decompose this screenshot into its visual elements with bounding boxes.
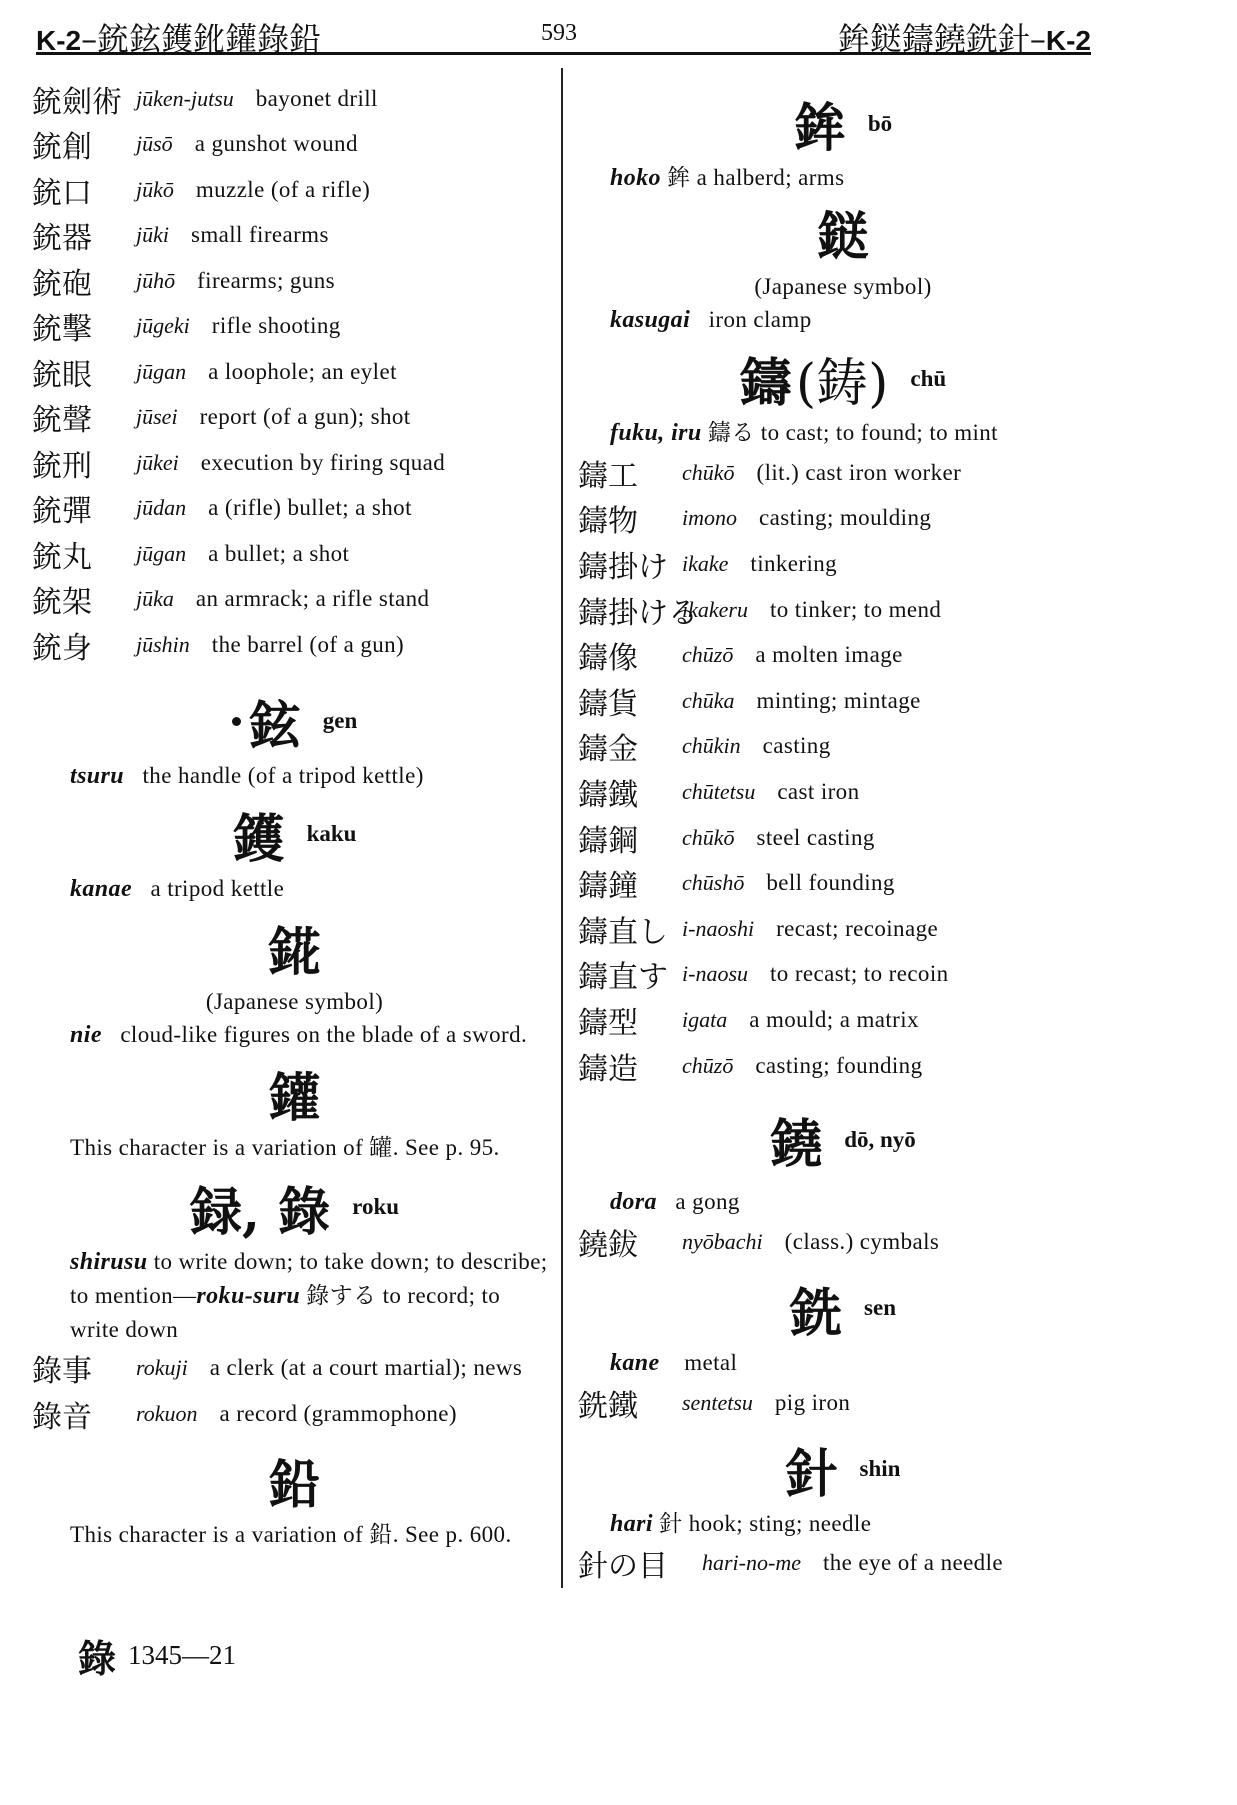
entry-english: the eye of a needle — [822, 1550, 1003, 1576]
entry-row — [578, 678, 1108, 724]
page-footer — [78, 1628, 236, 1683]
entry-kanji: 銃刑 — [32, 448, 92, 484]
entry-english: tinkering — [750, 550, 838, 576]
definition-kaku — [70, 872, 557, 906]
entry-row — [578, 906, 1108, 952]
definition-gen — [70, 759, 557, 793]
entry-reading: ikakeru — [682, 596, 748, 622]
definition-bo — [610, 161, 1108, 195]
entry-reading: ikake — [682, 550, 729, 576]
entry-row — [578, 587, 1108, 633]
entry-english: an armrack; a rifle stand — [195, 586, 430, 612]
header-left-chars: 銃鉉鑊鈋鑵錄鉛 — [97, 20, 322, 58]
entry-row — [32, 258, 557, 304]
entry-reading: chūka — [682, 687, 735, 713]
entry-reading: nyōbachi — [682, 1229, 763, 1255]
japanese-text: 針 — [659, 1510, 683, 1537]
entry-reading: jūkō — [136, 176, 174, 202]
entry-reading: jūki — [136, 222, 169, 248]
entry-reading: jūka — [136, 586, 174, 612]
entry-row — [32, 395, 557, 441]
entry-row — [32, 531, 557, 577]
entry-english: a clerk (at a court martial); news — [209, 1355, 523, 1381]
entry-row — [32, 440, 557, 486]
entry-row — [32, 622, 557, 668]
entry-english: small firearms — [191, 222, 329, 248]
entry-kanji: 針の目 — [578, 1549, 668, 1585]
entry-reading: i-naoshi — [682, 915, 755, 941]
definition-chu — [610, 416, 1100, 450]
entry-reading: rokuji — [136, 1355, 188, 1381]
entry-row — [578, 1219, 1108, 1265]
heading-reading: kaku — [306, 821, 357, 846]
entry-row — [578, 632, 1108, 678]
kun-reading: hari — [610, 1510, 653, 1537]
kun-reading: shirusu — [70, 1248, 148, 1275]
entry-list-ju — [32, 76, 557, 668]
entry-kanji: 鑄掛ける — [578, 595, 698, 631]
heading-reading: bō — [867, 110, 893, 136]
entry-english: a molten image — [755, 642, 903, 668]
entry-english: report (of a gun); shot — [199, 404, 411, 430]
heading-char: 鑵 — [268, 1067, 321, 1129]
page-header — [36, 14, 1091, 58]
definition-do — [610, 1185, 1108, 1219]
entry-row — [32, 213, 557, 259]
entry-kanji: 鑄像 — [578, 641, 638, 677]
entry-reading: jūdan — [136, 495, 187, 521]
entry-english: a mould; a matrix — [749, 1006, 919, 1032]
entry-row — [578, 541, 1108, 587]
heading-en — [32, 1443, 557, 1518]
entry-reading: chūkō — [682, 459, 735, 485]
entry-reading: hari-no-me — [702, 1550, 801, 1576]
right-column — [578, 86, 1108, 1586]
heading-char: 鎹 — [816, 207, 869, 268]
entry-row — [578, 724, 1108, 770]
heading-reading: roku — [352, 1194, 400, 1219]
entry-row — [578, 815, 1108, 861]
definition-text: to cast; to found; to mint — [760, 420, 998, 445]
entry-kanji: 銃丸 — [32, 539, 92, 575]
entry-kanji: 鑄直し — [578, 914, 668, 950]
definition-text: the handle (of a tripod kettle) — [142, 762, 424, 788]
entry-kanji: 鐃鈸 — [578, 1228, 638, 1264]
entry-english: a (rifle) bullet; a shot — [208, 495, 412, 521]
entry-kanji: 銃擊 — [32, 312, 92, 348]
definition-text: hook; sting; needle — [688, 1510, 872, 1536]
entry-english: a loophole; an eylet — [208, 358, 397, 384]
entry-reading: chūkin — [682, 733, 741, 759]
heading-reading: chū — [910, 365, 947, 391]
entry-kanji: 鑄直す — [578, 960, 668, 996]
entry-english: to tinker; to mend — [769, 596, 942, 622]
entry-row — [578, 1541, 1108, 1587]
entry-english: muzzle (of a rifle) — [195, 176, 371, 202]
definition-roku — [70, 1245, 549, 1346]
footer-code: 1345—21 — [128, 1640, 237, 1670]
entry-row — [32, 486, 557, 532]
entry-english: a bullet; a shot — [208, 540, 350, 566]
definition-nie — [70, 1018, 557, 1052]
entry-english: minting; mintage — [756, 687, 921, 713]
entry-row — [32, 167, 557, 213]
heading-reading: sen — [864, 1295, 896, 1321]
entry-english: the barrel (of a gun) — [211, 631, 405, 657]
entry-kanji: 銃器 — [32, 221, 92, 257]
definition-sen — [610, 1346, 1108, 1380]
entry-kanji: 銃眼 — [32, 357, 92, 393]
entry-english: firearms; guns — [197, 267, 335, 293]
entry-reading: jūsō — [136, 131, 173, 157]
entry-row — [32, 349, 557, 395]
heading-reading: gen — [322, 708, 358, 733]
entry-kanji: 錄音 — [32, 1399, 92, 1435]
entry-reading: jūgan — [136, 540, 187, 566]
entry-english: cast iron — [777, 778, 860, 804]
kun-reading: fuku, iru — [610, 420, 702, 446]
entry-reading: jūgan — [136, 358, 187, 384]
entry-row — [578, 952, 1108, 998]
entry-kanji: 銑鐵 — [578, 1388, 638, 1424]
entry-english: (lit.) cast iron worker — [756, 459, 962, 485]
entry-row — [578, 496, 1108, 542]
heading-char: 鉛 — [268, 1454, 321, 1516]
entry-row — [578, 860, 1108, 906]
note-japanese-symbol: (Japanese symbol) — [205, 988, 384, 1014]
entry-english: a gunshot wound — [194, 131, 358, 157]
note-japanese-symbol: (Japanese symbol) — [754, 274, 932, 299]
heading-char: 鉉 — [248, 695, 301, 757]
heading-roku — [32, 1170, 557, 1245]
entry-kanji: 鑄掛け — [578, 549, 668, 585]
entry-reading: chūtetsu — [682, 778, 756, 804]
entry-reading: jūkei — [136, 449, 179, 475]
entry-kanji: 銃砲 — [32, 266, 92, 302]
entry-row — [32, 122, 557, 168]
heading-char: 鉾 — [793, 98, 846, 159]
entry-reading: jūken-jutsu — [136, 85, 234, 111]
kun-reading: nie — [70, 1021, 102, 1048]
kun-reading: tsuru — [70, 762, 125, 789]
header-right: 鉾鎹鑄鐃銑針–K-2 — [837, 20, 1091, 58]
header-right-code: K-2 — [1045, 25, 1091, 56]
definition-text: metal — [684, 1349, 738, 1375]
definition-text: iron clamp — [708, 307, 812, 332]
header-left: K-2–銃鉉鑊鈋鑵錄鉛 — [36, 20, 322, 58]
entry-reading: jūsei — [136, 404, 178, 430]
entry-kanji: 銃身 — [32, 630, 92, 666]
entry-row — [578, 1380, 1108, 1426]
definition-text: cloud-like figures on the blade of a sword. — [120, 1021, 528, 1047]
heading-char: 録, 錄 — [189, 1181, 331, 1243]
left-column — [32, 76, 557, 1551]
entry-row — [578, 450, 1108, 496]
entry-kanji: 鑄貨 — [578, 686, 638, 722]
entry-kanji: 鑄金 — [578, 732, 638, 768]
entry-reading: i-naosu — [682, 961, 748, 987]
kun-reading: kasugai — [610, 307, 691, 333]
heading-shin — [578, 1432, 1108, 1507]
kun-reading: kanae — [70, 875, 132, 902]
entry-row — [578, 769, 1108, 815]
heading-char: 錵 — [268, 921, 321, 983]
heading-kaku — [32, 797, 557, 872]
entry-kanji: 鑄物 — [578, 504, 638, 540]
entry-kanji: 鑄工 — [578, 458, 638, 494]
entry-english: casting — [762, 733, 831, 759]
heading-reading: shin — [859, 1456, 901, 1481]
heading-kan — [32, 1056, 557, 1131]
entry-english: to recast; to recoin — [770, 961, 949, 987]
entry-reading: jūgeki — [136, 313, 190, 339]
entry-kanji: 錄事 — [32, 1354, 92, 1390]
entry-kanji: 銃架 — [32, 585, 92, 621]
entry-kanji: 銃劍術 — [32, 84, 122, 120]
entry-kanji: 鑄造 — [578, 1051, 638, 1087]
definition-kasugai — [610, 303, 1108, 337]
entry-row — [32, 577, 557, 623]
entry-kanji: 銃創 — [32, 130, 92, 166]
kun-reading: hoko — [610, 165, 661, 191]
heading-char: 鐃 — [770, 1114, 823, 1176]
entry-english: a record (grammophone) — [219, 1400, 457, 1426]
entry-reading: jūhō — [136, 267, 176, 293]
heading-char: 針 — [785, 1443, 838, 1505]
entry-row — [32, 1391, 557, 1437]
entry-list-roku — [32, 1346, 557, 1437]
entry-kanji: 銃聲 — [32, 403, 92, 439]
header-left-code: K-2 — [36, 25, 82, 56]
entry-english: casting; founding — [755, 1052, 923, 1078]
entry-row — [578, 1043, 1108, 1089]
entry-reading: rokuon — [136, 1400, 198, 1426]
page-number: 593 — [541, 20, 577, 46]
entry-row — [32, 76, 557, 122]
heading-sen — [578, 1271, 1108, 1346]
definition-text: a halberd; arms — [696, 165, 845, 190]
entry-english: (class.) cymbals — [784, 1229, 940, 1255]
heading-reading: dō, nyō — [844, 1126, 916, 1152]
entry-row — [32, 1346, 557, 1392]
entry-english: pig iron — [774, 1389, 851, 1415]
entry-reading: chūzō — [682, 1052, 734, 1078]
japanese-text: 錄する — [306, 1282, 377, 1309]
heading-char: 鑄 — [739, 353, 792, 414]
heading-chu — [578, 341, 1108, 416]
entry-kanji: 鑄鐘 — [578, 869, 638, 905]
entry-kanji: 銃口 — [32, 175, 92, 211]
definition-text: a tripod kettle — [150, 875, 285, 901]
entry-reading: jūshin — [136, 631, 190, 657]
japanese-text: 鉾 — [667, 165, 691, 191]
entry-english: steel casting — [756, 824, 875, 850]
entry-reading: chūshō — [682, 870, 745, 896]
heading-kasugai — [578, 195, 1108, 270]
entry-reading: igata — [682, 1006, 728, 1032]
column-divider — [561, 68, 563, 1588]
heading-char: 銑 — [790, 1282, 843, 1344]
heading-alt-char: (鋳) — [795, 354, 889, 414]
heading-bo — [578, 86, 1108, 161]
entry-english: recast; recoinage — [776, 915, 939, 941]
japanese-text: 鑄る — [707, 420, 755, 446]
definition-text-2: to record; to write down — [70, 1282, 501, 1342]
entry-reading: sentetsu — [682, 1389, 753, 1415]
heading-char: 鑊 — [232, 808, 285, 870]
header-right-chars: 鉾鎹鑄鐃銑針 — [837, 20, 1030, 58]
entry-english: rifle shooting — [211, 313, 341, 339]
bullet-icon — [232, 717, 241, 726]
kun-reading: kane — [610, 1349, 660, 1376]
entry-row — [578, 997, 1108, 1043]
definition-text: to write down; to take down; to describe; to mention— — [70, 1248, 548, 1308]
entry-english: casting; moulding — [759, 505, 932, 531]
entry-english: bayonet drill — [255, 85, 378, 111]
kun-reading: dora — [610, 1189, 657, 1216]
entry-english: bell founding — [766, 870, 895, 896]
definition-text: a gong — [675, 1189, 740, 1215]
entry-kanji: 鑄鋼 — [578, 823, 638, 859]
entry-english: execution by firing squad — [200, 449, 446, 475]
kun-reading-2: roku-suru — [196, 1282, 301, 1309]
heading-nie — [32, 910, 557, 985]
variation-note-en: This character is a variation of 鉛. See p. 600. — [70, 1521, 512, 1547]
entry-kanji: 鑄型 — [578, 1005, 638, 1041]
variation-note-kan: This character is a variation of 罐. See p. 95. — [70, 1134, 500, 1160]
definition-shin — [610, 1507, 1108, 1541]
heading-gen — [32, 684, 557, 759]
entry-row — [32, 304, 557, 350]
entry-kanji: 鑄鐵 — [578, 777, 638, 813]
heading-do — [578, 1102, 1108, 1177]
entry-kanji: 銃彈 — [32, 494, 92, 530]
entry-reading: imono — [682, 505, 737, 531]
entry-reading: chūzō — [682, 642, 734, 668]
entry-reading: chūkō — [682, 824, 735, 850]
entry-list-chu — [578, 450, 1108, 1088]
footer-char: 錄 — [78, 1636, 117, 1681]
